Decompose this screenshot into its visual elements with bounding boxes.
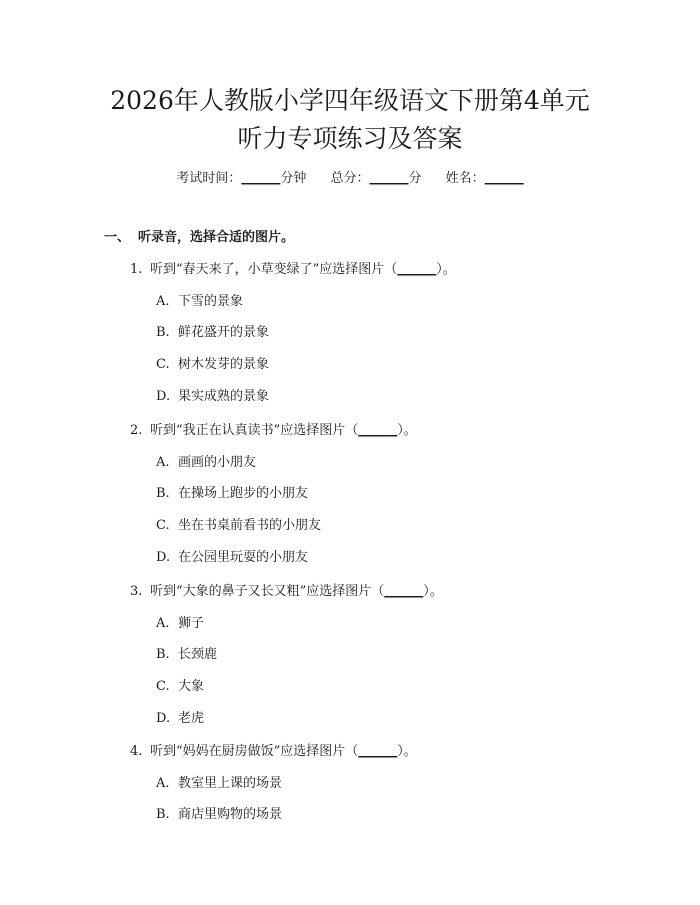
question-2	[130, 422, 417, 440]
exam-time-field	[176, 170, 306, 188]
question-number: 2.	[130, 423, 143, 438]
exam-time-blank: ______	[241, 171, 281, 186]
option-text: 鲜花盛开的景象	[178, 325, 270, 341]
exam-time-label: 考试时间：	[176, 171, 242, 186]
question-text-end: ）。	[397, 423, 417, 438]
option-item	[156, 806, 282, 824]
option-item	[156, 549, 308, 567]
option-letter: D.	[156, 549, 171, 565]
option-letter: A.	[156, 454, 170, 470]
question-text: 听到“大象的鼻子又长又粗”应选择图片（	[150, 584, 385, 599]
option-letter: C.	[156, 518, 170, 534]
option-letter: D.	[156, 388, 171, 404]
option-text: 长颈鹿	[178, 647, 218, 663]
option-item	[156, 678, 204, 696]
option-text: 果实成熟的景象	[178, 388, 270, 404]
option-text: 教室里上课的场景	[178, 775, 283, 791]
question-4	[130, 743, 417, 761]
option-text: 大象	[178, 679, 205, 695]
option-text: 狮子	[178, 615, 205, 631]
option-item	[156, 485, 308, 503]
answer-blank[interactable]: ______	[384, 584, 424, 599]
option-item	[156, 388, 269, 406]
option-item	[156, 324, 269, 342]
question-text: 听到“春天来了，小草变绿了”应选择图片（	[150, 262, 398, 277]
option-letter: A.	[156, 775, 170, 791]
question-number: 4.	[130, 744, 143, 759]
option-letter: C.	[156, 357, 170, 373]
option-letter: D.	[156, 710, 171, 726]
total-score-field	[330, 170, 421, 188]
option-text: 商店里购物的场景	[178, 807, 283, 823]
option-item	[156, 615, 204, 633]
section-number: 一、	[104, 230, 131, 245]
option-item	[156, 454, 256, 472]
page-title-line-2: 听力专项练习及答案	[237, 124, 463, 153]
option-item	[156, 517, 321, 535]
exam-info-line	[0, 170, 700, 188]
section-heading	[104, 229, 294, 247]
total-score-unit: 分	[408, 171, 422, 186]
question-1	[130, 261, 456, 279]
option-letter: A.	[156, 615, 170, 631]
option-item	[156, 293, 243, 311]
option-item	[156, 710, 204, 728]
option-text: 老虎	[178, 710, 205, 726]
option-letter: B.	[156, 807, 170, 823]
option-text: 树木发芽的景象	[178, 357, 270, 373]
student-name-field	[446, 170, 524, 188]
option-letter: C.	[156, 679, 170, 695]
option-text: 在公园里玩耍的小朋友	[178, 549, 309, 565]
section-title: 听录音，选择合适的图片。	[138, 230, 295, 245]
exam-time-unit: 分钟	[280, 171, 307, 186]
option-letter: B.	[156, 486, 170, 502]
option-letter: A.	[156, 293, 170, 309]
option-letter: B.	[156, 325, 170, 341]
question-3	[130, 583, 443, 601]
option-letter: B.	[156, 647, 170, 663]
student-name-blank: ______	[484, 171, 524, 186]
option-item	[156, 356, 269, 374]
question-number: 1.	[130, 262, 143, 277]
answer-blank[interactable]: ______	[397, 262, 437, 277]
option-item	[156, 775, 282, 793]
option-item	[156, 646, 217, 664]
answer-blank[interactable]: ______	[358, 423, 398, 438]
question-text-end: ）。	[436, 262, 456, 277]
total-score-blank: ______	[369, 171, 409, 186]
page-title-line-1: 2026年人教版小学四年级语文下册第4单元	[110, 86, 590, 115]
question-text-end: ）。	[397, 744, 417, 759]
question-text: 听到“我正在认真读书”应选择图片（	[150, 423, 359, 438]
question-number: 3.	[130, 584, 143, 599]
answer-blank[interactable]: ______	[358, 744, 398, 759]
question-text-end: ）。	[423, 584, 443, 599]
student-name-label: 姓名：	[445, 171, 485, 186]
option-text: 在操场上跑步的小朋友	[178, 486, 309, 502]
option-text: 画画的小朋友	[178, 454, 257, 470]
option-text: 坐在书桌前看书的小朋友	[178, 518, 322, 534]
total-score-label: 总分：	[330, 171, 370, 186]
question-text: 听到“妈妈在厨房做饭”应选择图片（	[150, 744, 359, 759]
option-text: 下雪的景象	[178, 293, 244, 309]
